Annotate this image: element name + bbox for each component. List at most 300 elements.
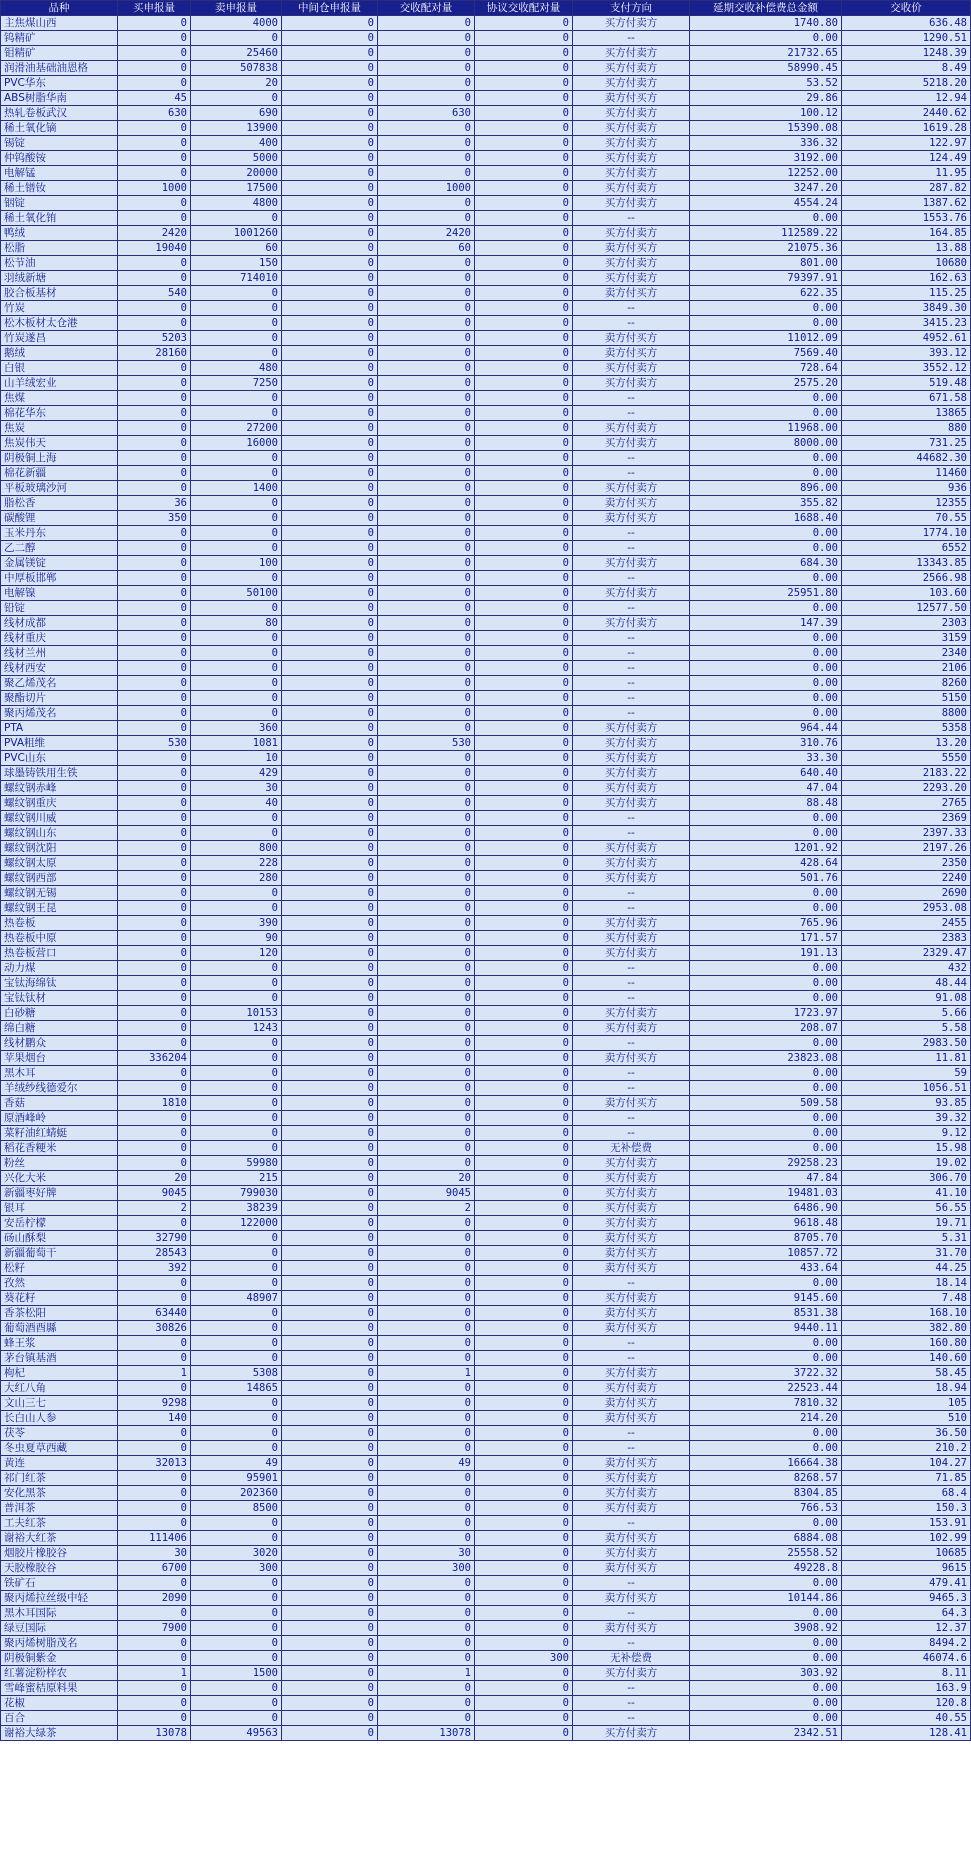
variety-cell: 平板玻璃沙河 [1,481,118,496]
delivery-price-cell: 91.08 [842,991,971,1006]
delivery-matched-cell: 0 [378,1321,475,1336]
buy-declared-cell: 0 [118,991,191,1006]
delivery-matched-cell: 0 [378,1651,475,1666]
middle-declared-cell: 0 [282,841,378,856]
middle-declared-cell: 0 [282,1111,378,1126]
payment-direction-cell: -- [573,1066,690,1081]
sell-declared-cell: 0 [191,331,282,346]
column-header-buy-declared[interactable]: 买申报量 [118,1,191,16]
variety-cell: 葡萄酒酉縣 [1,1321,118,1336]
compensation-total-cell: 9618.48 [690,1216,842,1231]
payment-direction-cell: 买方付卖方 [573,1216,690,1231]
payment-direction-cell: 买方付卖方 [573,1546,690,1561]
sell-declared-cell: 0 [191,1606,282,1621]
delivery-price-cell: 2983.50 [842,1036,971,1051]
payment-direction-cell: -- [573,1696,690,1711]
middle-declared-cell: 0 [282,1531,378,1546]
buy-declared-cell: 19040 [118,241,191,256]
delivery-matched-cell: 0 [378,946,475,961]
compensation-total-cell: 355.82 [690,496,842,511]
table-row [1,1336,971,1351]
table-row [1,1516,971,1531]
payment-direction-cell: 买方付卖方 [573,1171,690,1186]
table-row [1,1366,971,1381]
sell-declared-cell: 202360 [191,1486,282,1501]
column-header-middle-declared[interactable]: 中间仓申报量 [282,1,378,16]
middle-declared-cell: 0 [282,391,378,406]
delivery-price-cell: 18.14 [842,1276,971,1291]
table-row [1,1576,971,1591]
middle-declared-cell: 0 [282,1696,378,1711]
delivery-matched-cell: 0 [378,136,475,151]
delivery-price-cell: 479.41 [842,1576,971,1591]
compensation-total-cell: 765.96 [690,916,842,931]
column-header-delivery-price[interactable]: 交收价 [842,1,971,16]
delivery-matched-cell: 0 [378,1261,475,1276]
compensation-total-cell: 12252.00 [690,166,842,181]
delivery-price-cell: 9615 [842,1561,971,1576]
table-row [1,271,971,286]
table-row [1,1021,971,1036]
buy-declared-cell: 0 [118,1006,191,1021]
sell-declared-cell: 10153 [191,1006,282,1021]
variety-cell: 百合 [1,1711,118,1726]
delivery-price-cell: 5358 [842,721,971,736]
agreement-matched-cell: 0 [475,781,573,796]
table-row [1,646,971,661]
payment-direction-cell: 买方付卖方 [573,736,690,751]
table-row [1,256,971,271]
buy-declared-cell: 0 [118,1471,191,1486]
sell-declared-cell: 800 [191,841,282,856]
middle-declared-cell: 0 [282,1216,378,1231]
delivery-price-cell: 1774.10 [842,526,971,541]
sell-declared-cell: 49563 [191,1726,282,1741]
compensation-total-cell: 0.00 [690,706,842,721]
delivery-price-cell: 140.60 [842,1351,971,1366]
middle-declared-cell: 0 [282,1156,378,1171]
sell-declared-cell: 0 [191,1081,282,1096]
delivery-matched-cell: 49 [378,1456,475,1471]
variety-cell: 雪峰蜜桔原料果 [1,1681,118,1696]
variety-cell: 脂松香 [1,496,118,511]
table-row [1,1201,971,1216]
buy-declared-cell: 0 [118,1111,191,1126]
column-header-payment-direction[interactable]: 支付方向 [573,1,690,16]
middle-declared-cell: 0 [282,196,378,211]
sell-declared-cell: 390 [191,916,282,931]
column-header-delivery-matched[interactable]: 交收配对量 [378,1,475,16]
table-row [1,1291,971,1306]
variety-cell: 稀土氧化铕 [1,211,118,226]
delivery-matched-cell: 0 [378,511,475,526]
buy-declared-cell: 32790 [118,1231,191,1246]
variety-cell: 谢裕大红茶 [1,1531,118,1546]
middle-declared-cell: 0 [282,1036,378,1051]
sell-declared-cell: 0 [191,1051,282,1066]
compensation-total-cell: 4554.24 [690,196,842,211]
payment-direction-cell: 买方付卖方 [573,781,690,796]
delivery-matched-cell: 0 [378,826,475,841]
variety-cell: 香茶松阳 [1,1306,118,1321]
middle-declared-cell: 0 [282,1381,378,1396]
sell-declared-cell: 0 [191,676,282,691]
variety-cell: 玉米丹东 [1,526,118,541]
column-header-compensation-total[interactable]: 延期交收补偿费总金额 [690,1,842,16]
variety-cell: 兴化大米 [1,1171,118,1186]
middle-declared-cell: 0 [282,886,378,901]
buy-declared-cell: 2420 [118,226,191,241]
table-row [1,1486,971,1501]
middle-declared-cell: 0 [282,1396,378,1411]
middle-declared-cell: 0 [282,316,378,331]
buy-declared-cell: 0 [118,1276,191,1291]
payment-direction-cell: -- [573,1276,690,1291]
variety-cell: 羊绒纱线德爱尔 [1,1081,118,1096]
compensation-total-cell: 1740.80 [690,16,842,31]
payment-direction-cell: 买方付卖方 [573,1291,690,1306]
agreement-matched-cell: 0 [475,976,573,991]
payment-direction-cell: -- [573,1576,690,1591]
compensation-total-cell: 6884.08 [690,1531,842,1546]
buy-declared-cell: 0 [118,1696,191,1711]
middle-declared-cell: 0 [282,1051,378,1066]
compensation-total-cell: 801.00 [690,256,842,271]
compensation-total-cell: 147.39 [690,616,842,631]
delivery-matched-cell: 0 [378,286,475,301]
table-row [1,376,971,391]
middle-declared-cell: 0 [282,1186,378,1201]
agreement-matched-cell: 0 [475,766,573,781]
table-row [1,661,971,676]
agreement-matched-cell: 0 [475,1021,573,1036]
variety-cell: 热卷板营口 [1,946,118,961]
table-row [1,931,971,946]
table-row [1,1546,971,1561]
payment-direction-cell: -- [573,811,690,826]
delivery-matched-cell: 0 [378,1141,475,1156]
table-row [1,1111,971,1126]
payment-direction-cell: 卖方付买方 [573,1591,690,1606]
buy-declared-cell: 0 [118,436,191,451]
sell-declared-cell: 690 [191,106,282,121]
middle-declared-cell: 0 [282,766,378,781]
variety-cell: 聚丙烯茂名 [1,706,118,721]
delivery-matched-cell: 0 [378,931,475,946]
delivery-price-cell: 102.99 [842,1531,971,1546]
middle-declared-cell: 0 [282,1666,378,1681]
compensation-total-cell: 3192.00 [690,151,842,166]
middle-declared-cell: 0 [282,331,378,346]
agreement-matched-cell: 0 [475,676,573,691]
middle-declared-cell: 0 [282,1081,378,1096]
table-row [1,1441,971,1456]
middle-declared-cell: 0 [282,376,378,391]
buy-declared-cell: 0 [118,406,191,421]
table-row [1,451,971,466]
delivery-matched-cell: 0 [378,1411,475,1426]
variety-cell: 螺纹钢赤峰 [1,781,118,796]
delivery-matched-cell: 0 [378,451,475,466]
compensation-total-cell: 3247.20 [690,181,842,196]
variety-cell: 新疆枣好牌 [1,1186,118,1201]
table-row [1,1321,971,1336]
buy-declared-cell: 0 [118,1606,191,1621]
agreement-matched-cell: 0 [475,1351,573,1366]
variety-cell: 竹炭 [1,301,118,316]
variety-cell: 主焦煤山西 [1,16,118,31]
agreement-matched-cell: 0 [475,346,573,361]
sell-declared-cell: 0 [191,1411,282,1426]
compensation-total-cell: 8000.00 [690,436,842,451]
variety-cell: 红薯淀粉梓农 [1,1666,118,1681]
agreement-matched-cell: 0 [475,511,573,526]
delivery-price-cell: 59 [842,1066,971,1081]
delivery-price-cell: 19.71 [842,1216,971,1231]
middle-declared-cell: 0 [282,1621,378,1636]
variety-cell: 螺纹钢太原 [1,856,118,871]
table-row [1,751,971,766]
delivery-matched-cell: 0 [378,541,475,556]
buy-declared-cell: 0 [118,796,191,811]
column-header-agreement-matched[interactable]: 协议交收配对量 [475,1,573,16]
delivery-price-cell: 128.41 [842,1726,971,1741]
buy-declared-cell: 0 [118,1516,191,1531]
middle-declared-cell: 0 [282,1021,378,1036]
buy-declared-cell: 0 [118,1441,191,1456]
delivery-price-cell: 103.60 [842,586,971,601]
agreement-matched-cell: 0 [475,1186,573,1201]
agreement-matched-cell: 0 [475,391,573,406]
payment-direction-cell: 买方付卖方 [573,841,690,856]
middle-declared-cell: 0 [282,1231,378,1246]
delivery-matched-cell: 0 [378,151,475,166]
variety-cell: 竹炭遂昌 [1,331,118,346]
payment-direction-cell: -- [573,526,690,541]
sell-declared-cell: 507838 [191,61,282,76]
variety-cell: 铟锭 [1,196,118,211]
agreement-matched-cell: 0 [475,646,573,661]
delivery-matched-cell: 0 [378,586,475,601]
sell-declared-cell: 0 [191,391,282,406]
delivery-price-cell: 168.10 [842,1306,971,1321]
agreement-matched-cell: 0 [475,1726,573,1741]
variety-cell: 祁门红茶 [1,1471,118,1486]
variety-cell: PTA [1,721,118,736]
payment-direction-cell: 卖方付买方 [573,1231,690,1246]
delivery-matched-cell: 0 [378,1501,475,1516]
middle-declared-cell: 0 [282,1486,378,1501]
table-row [1,106,971,121]
buy-declared-cell: 140 [118,1411,191,1426]
buy-declared-cell: 9298 [118,1396,191,1411]
variety-cell: 棉花华东 [1,406,118,421]
delivery-price-cell: 4952.61 [842,331,971,346]
agreement-matched-cell: 0 [475,1336,573,1351]
delivery-matched-cell: 0 [378,841,475,856]
buy-declared-cell: 0 [118,646,191,661]
delivery-matched-cell: 0 [378,916,475,931]
delivery-price-cell: 936 [842,481,971,496]
agreement-matched-cell: 0 [475,151,573,166]
delivery-price-cell: 31.70 [842,1246,971,1261]
variety-cell: 热卷板 [1,916,118,931]
variety-cell: 胶合板基材 [1,286,118,301]
table-row [1,196,971,211]
variety-cell: 稀土镨钕 [1,181,118,196]
sell-declared-cell: 0 [191,1591,282,1606]
variety-cell: 松籽 [1,1261,118,1276]
variety-cell: 茅台镇基酒 [1,1351,118,1366]
buy-declared-cell: 0 [118,691,191,706]
delivery-price-cell: 1056.51 [842,1081,971,1096]
compensation-total-cell: 0.00 [690,31,842,46]
variety-cell: 电解锰 [1,166,118,181]
delivery-matched-cell: 0 [378,661,475,676]
agreement-matched-cell: 0 [475,1321,573,1336]
compensation-total-cell: 0.00 [690,1636,842,1651]
compensation-total-cell: 0.00 [690,406,842,421]
table-row [1,961,971,976]
sell-declared-cell: 480 [191,361,282,376]
agreement-matched-cell: 0 [475,91,573,106]
delivery-matched-cell: 60 [378,241,475,256]
agreement-matched-cell: 0 [475,166,573,181]
buy-declared-cell: 0 [118,661,191,676]
buy-declared-cell: 111406 [118,1531,191,1546]
delivery-matched-cell: 0 [378,1066,475,1081]
sell-declared-cell: 150 [191,256,282,271]
table-row [1,1096,971,1111]
payment-direction-cell: 买方付卖方 [573,361,690,376]
table-row [1,1126,971,1141]
table-row [1,721,971,736]
variety-cell: 动力煤 [1,961,118,976]
buy-declared-cell: 0 [118,1381,191,1396]
payment-direction-cell: 买方付卖方 [573,226,690,241]
variety-cell: 钨精矿 [1,31,118,46]
payment-direction-cell: 买方付卖方 [573,166,690,181]
delivery-matched-cell: 0 [378,271,475,286]
buy-declared-cell: 540 [118,286,191,301]
table-row [1,766,971,781]
delivery-matched-cell: 0 [378,1096,475,1111]
compensation-total-cell: 9440.11 [690,1321,842,1336]
delivery-price-cell: 287.82 [842,181,971,196]
variety-cell: 线材兰州 [1,646,118,661]
agreement-matched-cell: 0 [475,1681,573,1696]
agreement-matched-cell: 0 [475,1201,573,1216]
sell-declared-cell: 0 [191,811,282,826]
variety-cell: 线材鹏众 [1,1036,118,1051]
sell-declared-cell: 0 [191,1516,282,1531]
buy-declared-cell: 7900 [118,1621,191,1636]
delivery-price-cell: 9.12 [842,1126,971,1141]
agreement-matched-cell: 0 [475,1441,573,1456]
delivery-price-cell: 58.45 [842,1366,971,1381]
variety-cell: 热轧卷板武汉 [1,106,118,121]
delivery-price-cell: 2690 [842,886,971,901]
sell-declared-cell: 0 [191,961,282,976]
buy-declared-cell: 0 [118,961,191,976]
agreement-matched-cell: 0 [475,241,573,256]
variety-cell: 焦煤 [1,391,118,406]
compensation-total-cell: 0.00 [690,1111,842,1126]
payment-direction-cell: 无补偿费 [573,1141,690,1156]
variety-cell: 聚酯切片 [1,691,118,706]
agreement-matched-cell: 0 [475,1471,573,1486]
payment-direction-cell: -- [573,451,690,466]
compensation-total-cell: 21732.65 [690,46,842,61]
delivery-matched-cell: 0 [378,196,475,211]
payment-direction-cell: -- [573,571,690,586]
delivery-matched-cell: 0 [378,811,475,826]
sell-declared-cell: 80 [191,616,282,631]
payment-direction-cell: 卖方付买方 [573,346,690,361]
table-row [1,1531,971,1546]
delivery-matched-cell: 0 [378,91,475,106]
payment-direction-cell: 买方付卖方 [573,796,690,811]
buy-declared-cell: 0 [118,151,191,166]
payment-direction-cell: 买方付卖方 [573,871,690,886]
agreement-matched-cell: 0 [475,796,573,811]
middle-declared-cell: 0 [282,166,378,181]
agreement-matched-cell: 0 [475,916,573,931]
payment-direction-cell: 买方付卖方 [573,946,690,961]
variety-cell: 原酒峰岭 [1,1111,118,1126]
buy-declared-cell: 0 [118,1021,191,1036]
table-row [1,121,971,136]
table-row [1,46,971,61]
compensation-total-cell: 1688.40 [690,511,842,526]
middle-declared-cell: 0 [282,1651,378,1666]
compensation-total-cell: 0.00 [690,316,842,331]
agreement-matched-cell: 0 [475,931,573,946]
agreement-matched-cell: 0 [475,1306,573,1321]
compensation-total-cell: 0.00 [690,391,842,406]
payment-direction-cell: -- [573,646,690,661]
variety-cell: 钼精矿 [1,46,118,61]
sell-declared-cell: 122000 [191,1216,282,1231]
delivery-price-cell: 8.49 [842,61,971,76]
column-header-variety[interactable]: 品种 [1,1,118,16]
delivery-matched-cell: 0 [378,346,475,361]
compensation-total-cell: 0.00 [690,811,842,826]
delivery-price-cell: 13865 [842,406,971,421]
buy-declared-cell: 0 [118,1486,191,1501]
buy-declared-cell: 0 [118,16,191,31]
middle-declared-cell: 0 [282,646,378,661]
middle-declared-cell: 0 [282,1126,378,1141]
agreement-matched-cell: 0 [475,1216,573,1231]
delivery-price-cell: 2303 [842,616,971,631]
compensation-total-cell: 0.00 [690,211,842,226]
delivery-matched-cell: 0 [378,766,475,781]
variety-cell: 普洱茶 [1,1501,118,1516]
buy-declared-cell: 0 [118,811,191,826]
payment-direction-cell: 卖方付买方 [573,1096,690,1111]
buy-declared-cell: 0 [118,391,191,406]
delivery-price-cell: 636.48 [842,16,971,31]
compensation-total-cell: 0.00 [690,1426,842,1441]
buy-declared-cell: 0 [118,451,191,466]
payment-direction-cell: -- [573,976,690,991]
column-header-sell-declared[interactable]: 卖申报量 [191,1,282,16]
buy-declared-cell: 0 [118,361,191,376]
middle-declared-cell: 0 [282,61,378,76]
middle-declared-cell: 0 [282,1411,378,1426]
delivery-price-cell: 70.55 [842,511,971,526]
